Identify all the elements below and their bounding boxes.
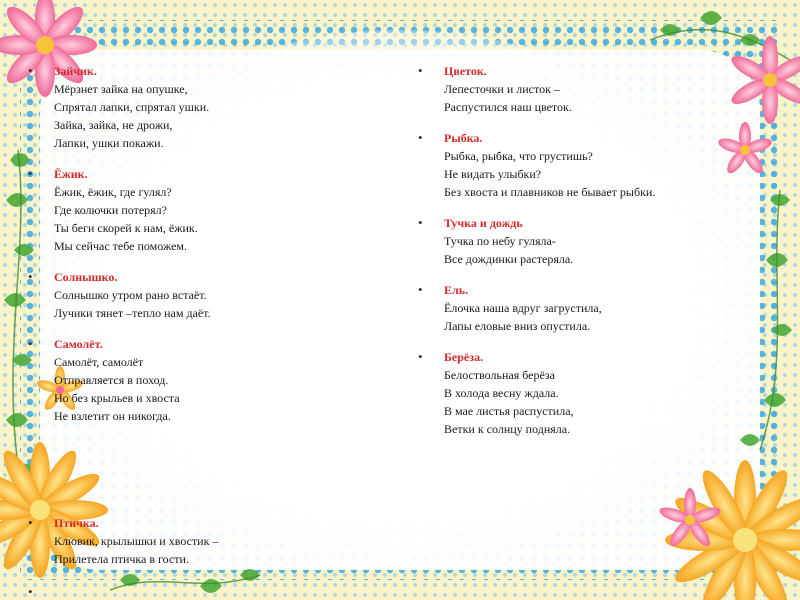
bullet: • (28, 584, 33, 599)
poem-line: Лучики тянет –тепло нам даёт. (54, 306, 211, 320)
poem-title: Солнышко. (54, 270, 118, 284)
poem-title: Птичка. (54, 516, 99, 530)
poem-line: Зайка, зайка, не дрожи, (54, 118, 173, 132)
bullet: • (418, 215, 423, 230)
poem-title: Рыбка. (444, 131, 483, 145)
poem-fir (418, 281, 758, 335)
poem-line: Не взлетит он никогда. (54, 409, 171, 423)
poem-bunny (28, 62, 358, 152)
bullet: • (28, 166, 33, 181)
left-column (28, 62, 358, 438)
bullet: • (28, 269, 33, 284)
poem-line: Тучка по небу гуляла- (444, 234, 556, 248)
poem-cloud-rain (418, 214, 758, 268)
bullet: • (418, 282, 423, 297)
poem-airplane (28, 335, 358, 425)
bullet: • (28, 515, 33, 530)
poem-title: Цветок. (444, 64, 487, 78)
poem-bird (28, 514, 358, 568)
poem-line: Мёрзнет зайка на опушке, (54, 82, 188, 96)
poem-title: Ель. (444, 283, 469, 297)
poem-line: Все дождинки растеряла. (444, 252, 574, 266)
poem-flower (418, 62, 758, 116)
poem-line: Отправляется в поход. (54, 373, 169, 387)
poem-line: Ты беги скорей к нам, ёжик. (54, 221, 198, 235)
poem-hedgehog (28, 165, 358, 255)
poem-line: Ёлочка наша вдруг загрустила, (444, 301, 602, 315)
poem-line: Прилетела птичка в гости. (54, 552, 189, 566)
poem-line: В холода весну ждала. (444, 386, 559, 400)
poem-line: Где колючки потерял? (54, 203, 167, 217)
bullet: • (418, 349, 423, 364)
bullet: • (28, 63, 33, 78)
bullet: • (28, 336, 33, 351)
poem-title: Зайчик. (54, 64, 97, 78)
poem-line: Ёжик, ёжик, где гулял? (54, 185, 172, 199)
bullet: • (418, 130, 423, 145)
poem-line: Ветки к солнцу подняла. (444, 422, 571, 436)
poem-line: Самолёт, самолёт (54, 355, 144, 369)
poem-line: Лапки, ушки покажи. (54, 136, 164, 150)
poem-line: Клювик, крылышки и хвостик – (54, 534, 219, 548)
poem-line: Лапы еловые вниз опустила. (444, 319, 591, 333)
poem-sun (28, 268, 358, 322)
poem-fish (418, 129, 758, 201)
poem-line: Солнышко утром рано встаёт. (54, 288, 207, 302)
poem-line: Спрятал лапки, спрятал ушки. (54, 100, 210, 114)
poem-line: Белоствольная берёза (444, 368, 555, 382)
poem-line: Распустился наш цветок. (444, 100, 572, 114)
poem-line: Но без крыльев и хвоста (54, 391, 180, 405)
poem-line: Не видать улыбки? (444, 167, 542, 181)
poem-title: Ёжик. (54, 167, 88, 181)
poem-line: Без хвоста и плавников не бывает рыбки. (444, 185, 656, 199)
poem-title: Берёза. (444, 350, 484, 364)
poem-line: В мае листья распустила, (444, 404, 574, 418)
poem-title: Самолёт. (54, 337, 103, 351)
bullet: • (418, 63, 423, 78)
poem-line: Мы сейчас тебе поможем. (54, 239, 188, 253)
poem-birch (418, 348, 758, 438)
poem-title: Тучка и дождь (444, 216, 523, 230)
poem-line: Рыбка, рыбка, что грустишь? (444, 149, 593, 163)
poem-line: Лепесточки и листок – (444, 82, 560, 96)
right-column (418, 62, 758, 451)
